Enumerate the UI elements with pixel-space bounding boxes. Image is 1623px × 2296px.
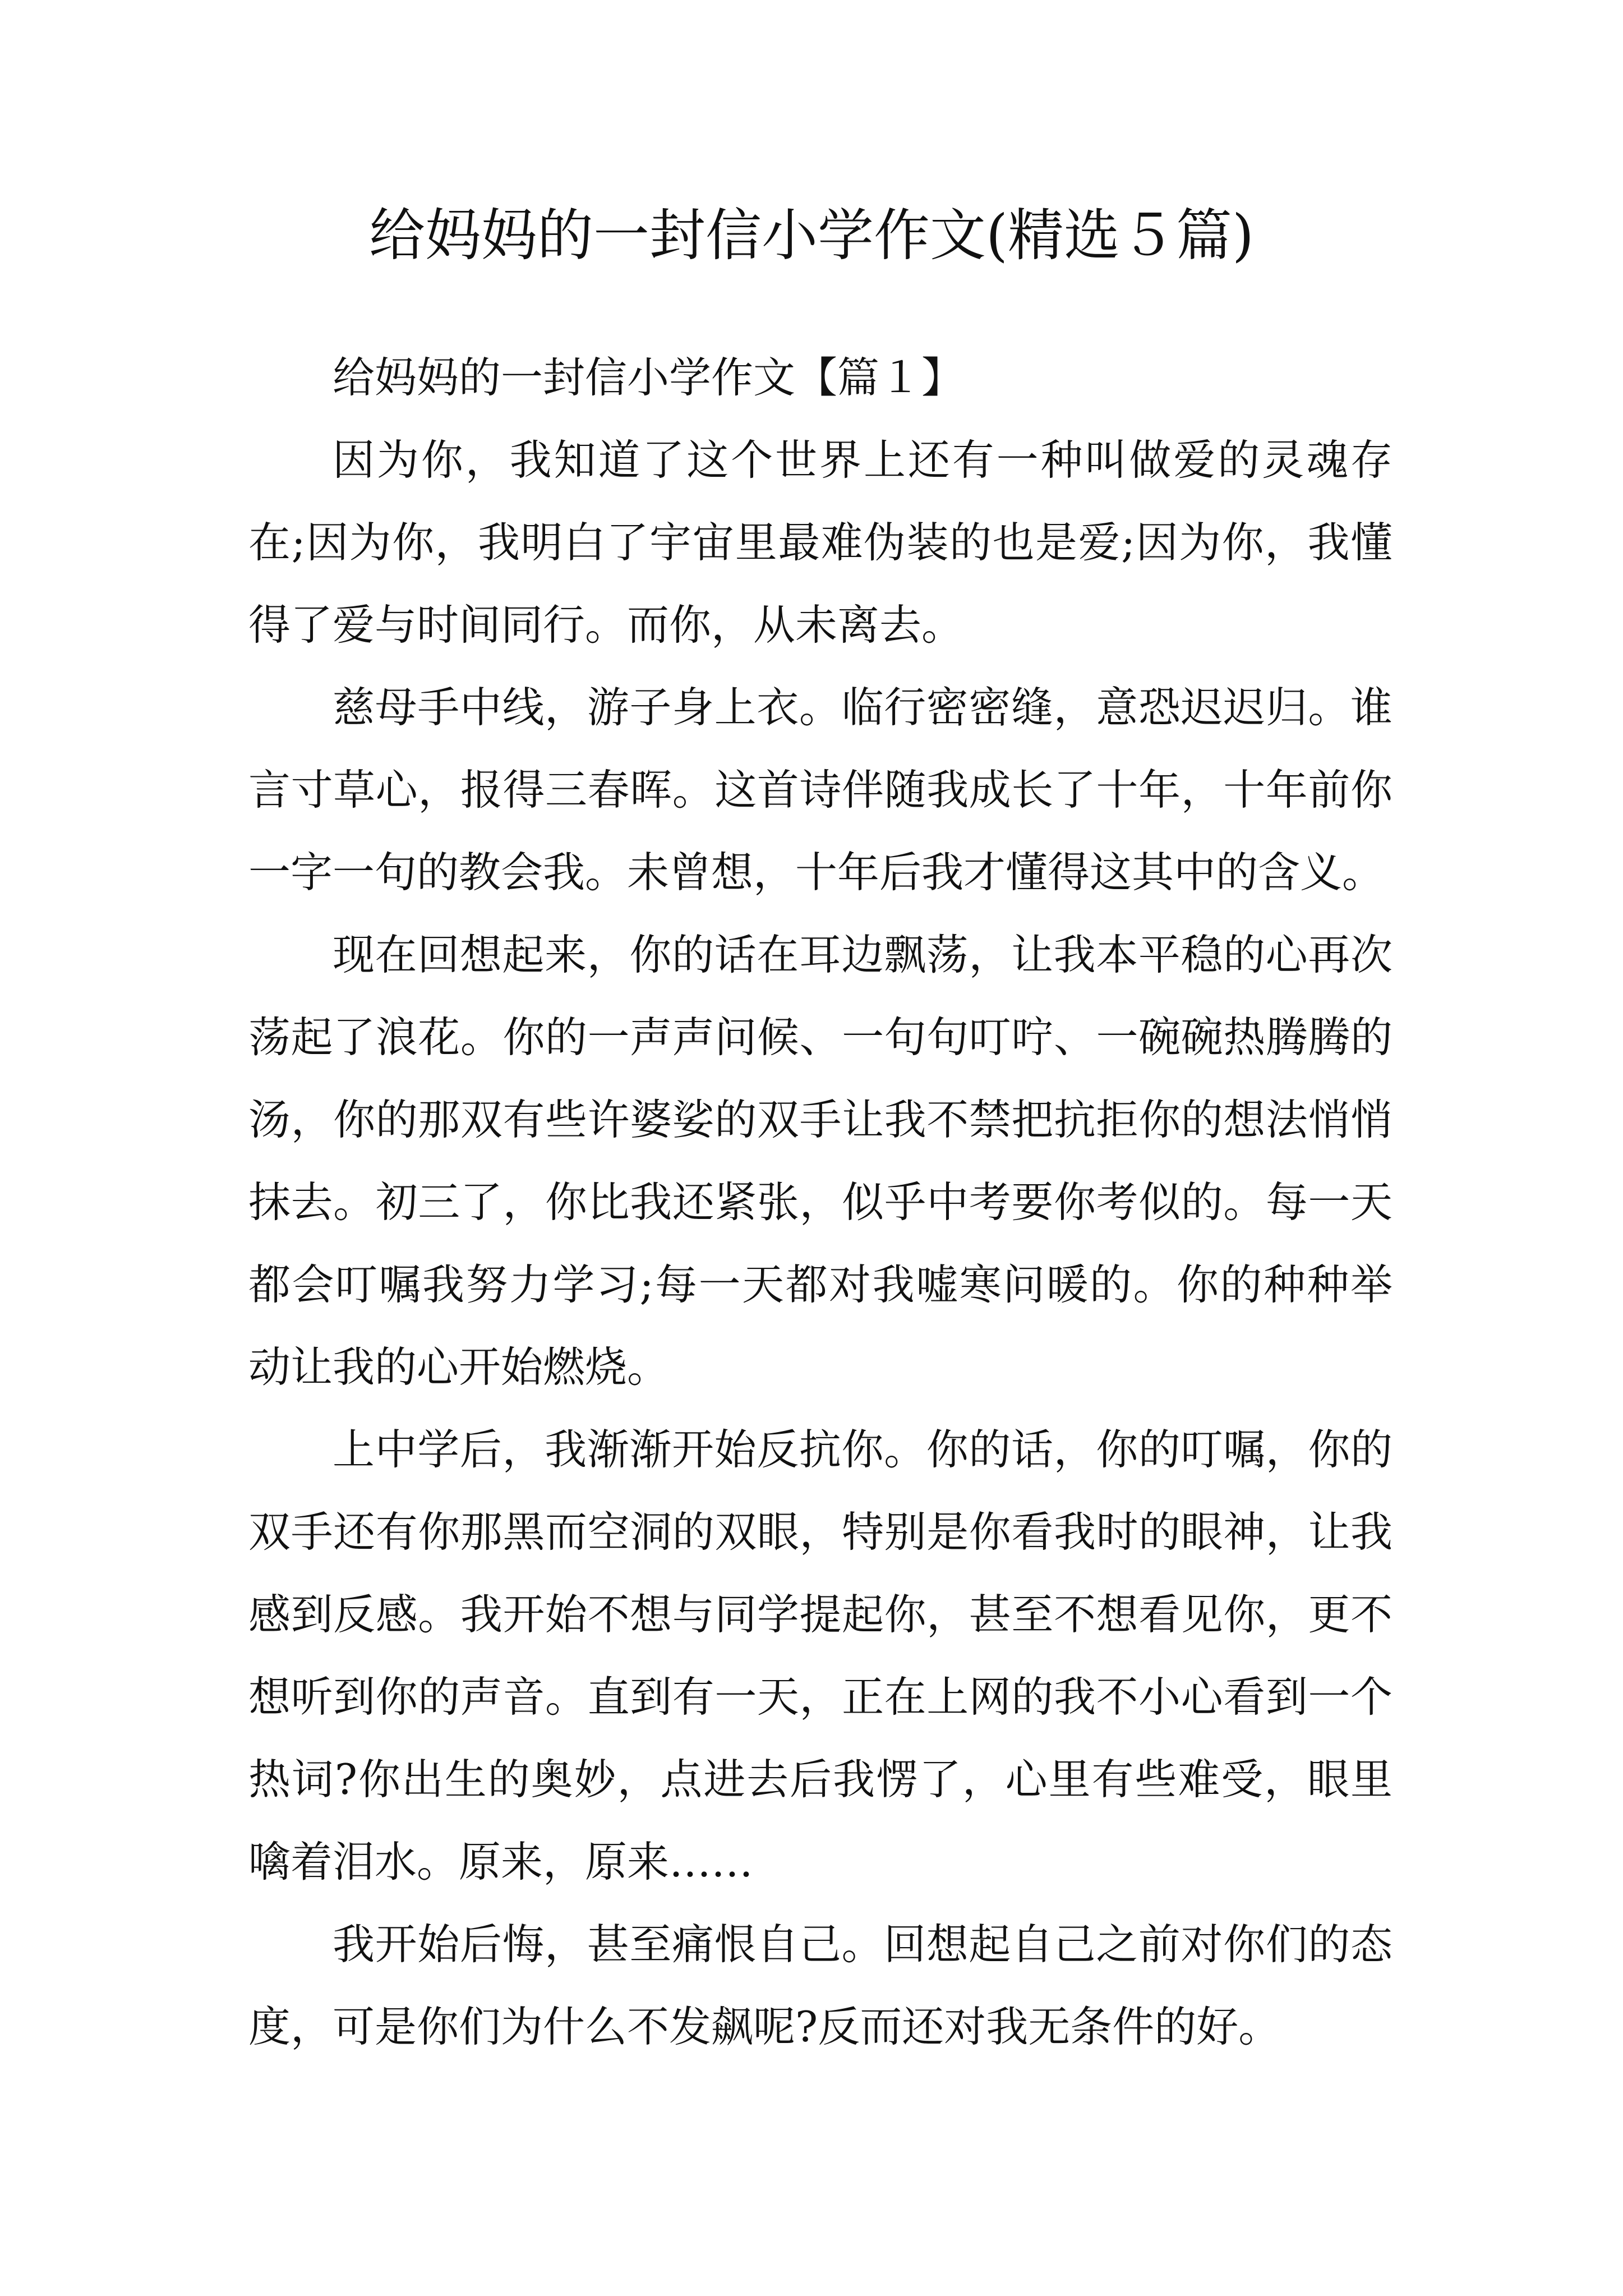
document-body [248,337,1393,2068]
paragraph: 我开始后悔，甚至痛恨自己。回想起自己之前对你们的态度，可是你们为什么不发飙呢?反而还对我无条件的好。 [248,1920,1393,2051]
section-heading: 给妈妈的一封信小学作文【篇１】 [333,353,964,402]
paragraph: 现在回想起来，你的话在耳边飘荡，让我本平稳的心再次荡起了浪花。你的一声声问候、一句句叮咛、一碗碗热腾腾的汤，你的那双有些许婆娑的双手让我不禁把抗拒你的想法悄悄抹去。初三了，你比我还紧张，似乎中考要你考似的。每一天都会叮嘱我努力学习;每一天都对我嘘寒问暖的。你的种种举动让我的心开始燃烧。 [248,930,1393,1392]
paragraph: 因为你，我知道了这个世界上还有一种叫做爱的灵魂存在;因为你，我明白了宇宙里最难伪装的也是爱;因为你，我懂得了爱与时间同行。而你，从未离去。 [248,435,1393,650]
paragraph: 上中学后，我渐渐开始反抗你。你的话，你的叮嘱，你的双手还有你那黑而空洞的双眼，特别是你看我时的眼神，让我感到反感。我开始不想与同学提起你，甚至不想看见你，更不想听到你的声音。直到有一天，正在上网的我不小心看到一个热词?你出生的奥妙，点进去后我愣了，心里有些难受，眼里噙着泪水。原来，原来…… [248,1425,1393,1887]
document-title: 给妈妈的一封信小学作文(精选５篇) [368,203,1255,268]
paragraph: 慈母手中线，游子身上衣。临行密密缝，意恐迟迟归。谁言寸草心，报得三春晖。这首诗伴随我成长了十年，十年前你一字一句的教会我。未曾想，十年后我才懂得这其中的含义。 [248,683,1393,897]
